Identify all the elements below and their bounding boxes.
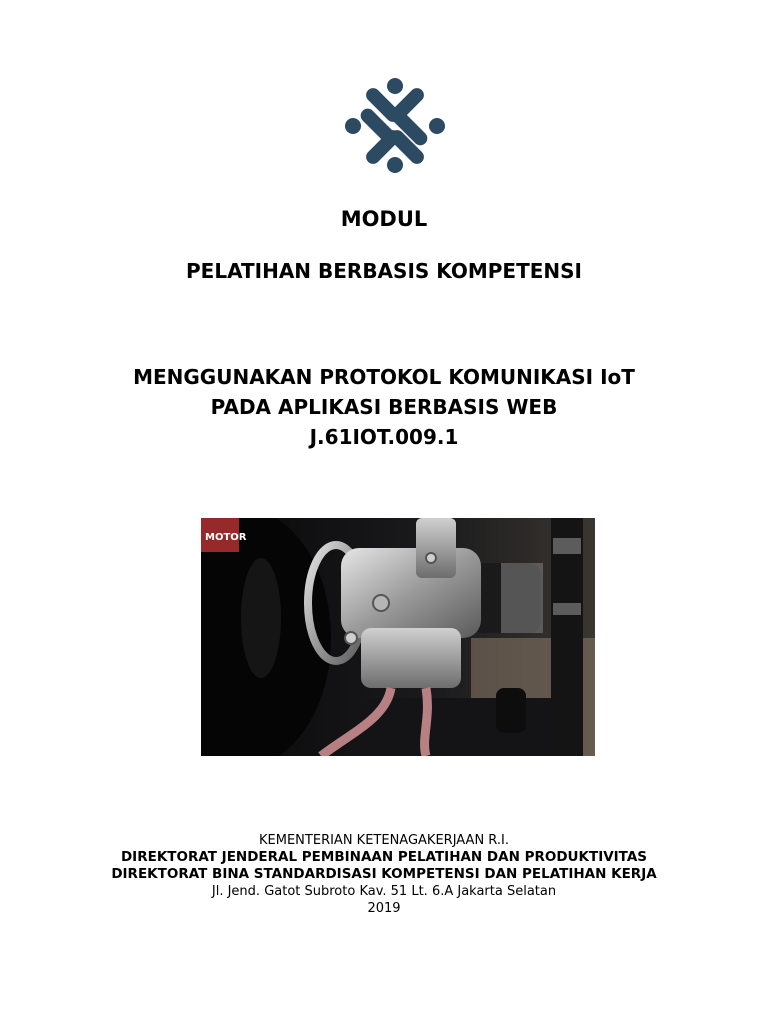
address: Jl. Jend. Gatot Subroto Kav. 51 Lt. 6.A Jakarta Selatan xyxy=(211,884,557,899)
module-title xyxy=(0,362,768,452)
publisher-block xyxy=(0,832,768,917)
document-heading: MODUL xyxy=(340,207,428,231)
ministry-name: KEMENTERIAN KETENAGAKERJAAN R.I. xyxy=(259,833,509,848)
kemnaker-logo-icon xyxy=(340,76,450,176)
module-title-line1: MENGGUNAKAN PROTOKOL KOMUNIKASI IoT xyxy=(133,365,635,389)
document-subheading: PELATIHAN BERBASIS KOMPETENSI xyxy=(186,259,582,283)
directorate-general-name: DIREKTORAT JENDERAL PEMBINAAN PELATIHAN DAN PRODUKTIVITAS xyxy=(120,849,648,865)
photo-watermark: MOTOR xyxy=(205,532,247,543)
directorate-name: DIREKTORAT BINA STANDARDISASI KOMPETENSI DAN PELATIHAN KERJA xyxy=(111,866,657,882)
publication-year: 2019 xyxy=(367,901,401,916)
motorcycle-carburetor-photo xyxy=(201,518,595,756)
module-title-line2: PADA APLIKASI BERBASIS WEB xyxy=(210,395,558,419)
module-code: J.61IOT.009.1 xyxy=(309,425,459,449)
